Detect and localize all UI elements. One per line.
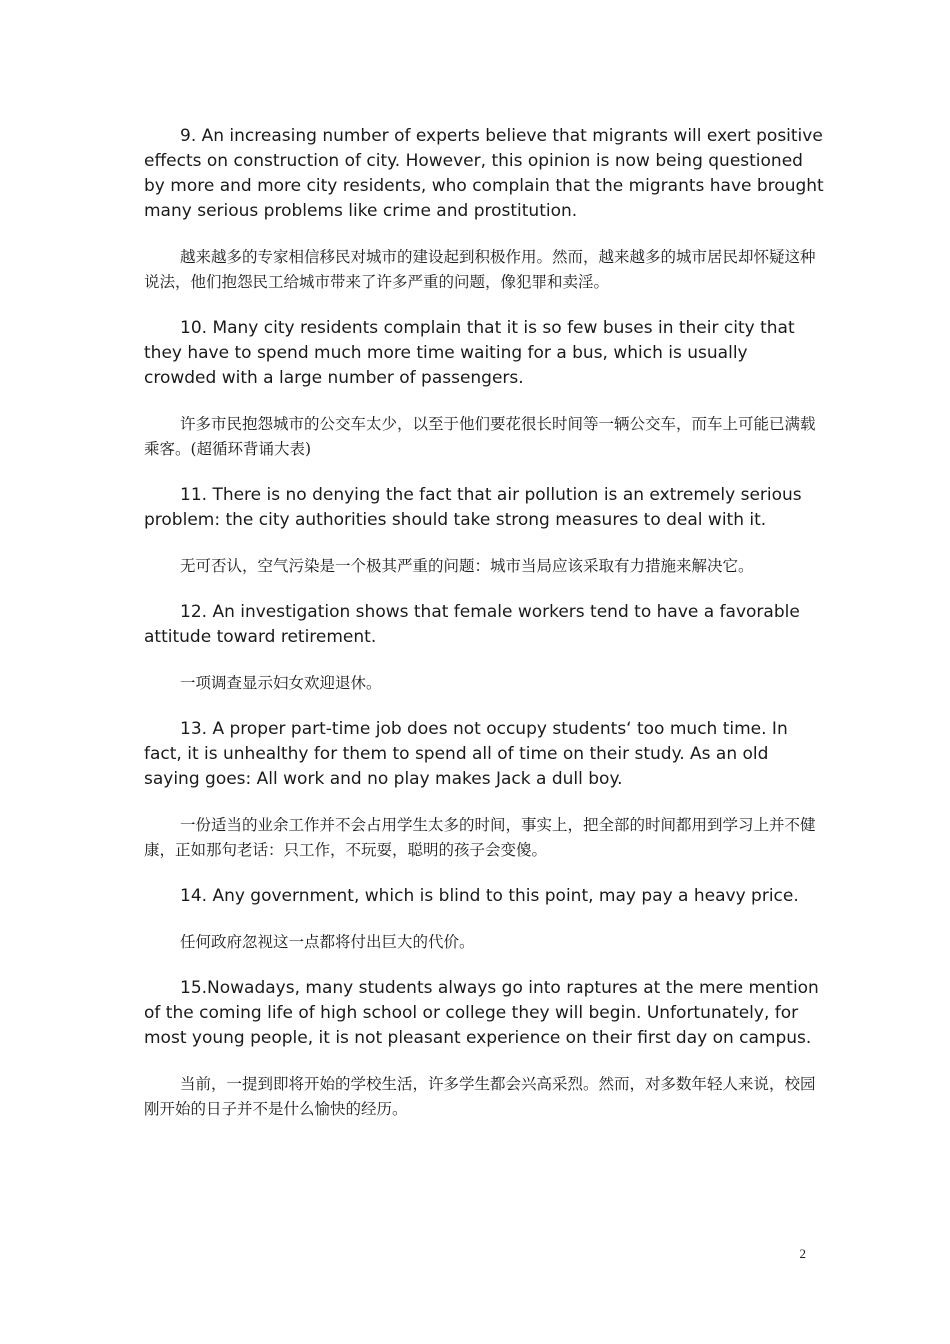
sentence-item-11 bbox=[144, 483, 824, 579]
chinese-translation: 越来越多的专家相信移民对城市的建设起到积极作用。然而，越来越多的城市居民却怀疑这种说法，他们抱怨民工给城市带来了许多严重的问题，像犯罪和卖淫。 bbox=[144, 248, 816, 291]
sentence-item-9 bbox=[144, 124, 824, 295]
sentence-item-14 bbox=[144, 884, 824, 955]
chinese-translation: 当前，一提到即将开始的学校生活，许多学生都会兴高采烈。然而，对多数年轻人来说，校园刚开始的日子并不是什么愉快的经历。 bbox=[144, 1075, 816, 1118]
english-sentence: 14. Any government, which is blind to this point, may pay a heavy price. bbox=[180, 886, 799, 906]
sentence-item-12 bbox=[144, 600, 824, 696]
english-sentence: 11. There is no denying the fact that air pollution is an extremely serious problem: the city authorities should take strong measures to deal with it. bbox=[144, 485, 802, 530]
english-sentence: 15.Nowadays, many students always go into raptures at the mere mention of the coming life of high school or college they will begin. Unfortunately, for most young people, it is not pleasant experience on their first day on campus. bbox=[144, 978, 819, 1048]
english-sentence: 10. Many city residents complain that it is so few buses in their city that they have to spend much more time waiting for a bus, which is usually crowded with a large number of passengers. bbox=[144, 318, 795, 388]
english-sentence: 13. A proper part-time job does not occupy students‘ too much time. In fact, it is unhealthy for them to spend all of time on their study. As an old saying goes: All work and no play makes Jack a dull boy. bbox=[144, 719, 788, 789]
sentence-item-15 bbox=[144, 976, 824, 1122]
chinese-translation: 无可否认，空气污染是一个极其严重的问题：城市当局应该采取有力措施来解决它。 bbox=[180, 557, 754, 575]
page-number: 2 bbox=[799, 1246, 806, 1261]
sentence-item-10 bbox=[144, 316, 824, 462]
english-sentence: 9. An increasing number of experts believe that migrants will exert positive effects on construction of city. However, this opinion is now being questioned by more and more city residents, who complain that the migrants have brought many serious problems like crime and prostitution. bbox=[144, 126, 824, 221]
english-sentence: 12. An investigation shows that female workers tend to have a favorable attitude toward retirement. bbox=[144, 602, 800, 647]
chinese-translation: 一份适当的业余工作并不会占用学生太多的时间，事实上，把全部的时间都用到学习上并不健康，正如那句老话：只工作，不玩耍，聪明的孩子会变傻。 bbox=[144, 816, 816, 859]
sentence-list bbox=[144, 124, 824, 1122]
chinese-translation: 许多市民抱怨城市的公交车太少，以至于他们要花很长时间等一辆公交车，而车上可能已满载乘客。(超循环背诵大表) bbox=[144, 415, 816, 458]
chinese-translation: 任何政府忽视这一点都将付出巨大的代价。 bbox=[180, 933, 475, 951]
chinese-translation: 一项调查显示妇女欢迎退休。 bbox=[180, 674, 382, 692]
sentence-item-13 bbox=[144, 717, 824, 863]
